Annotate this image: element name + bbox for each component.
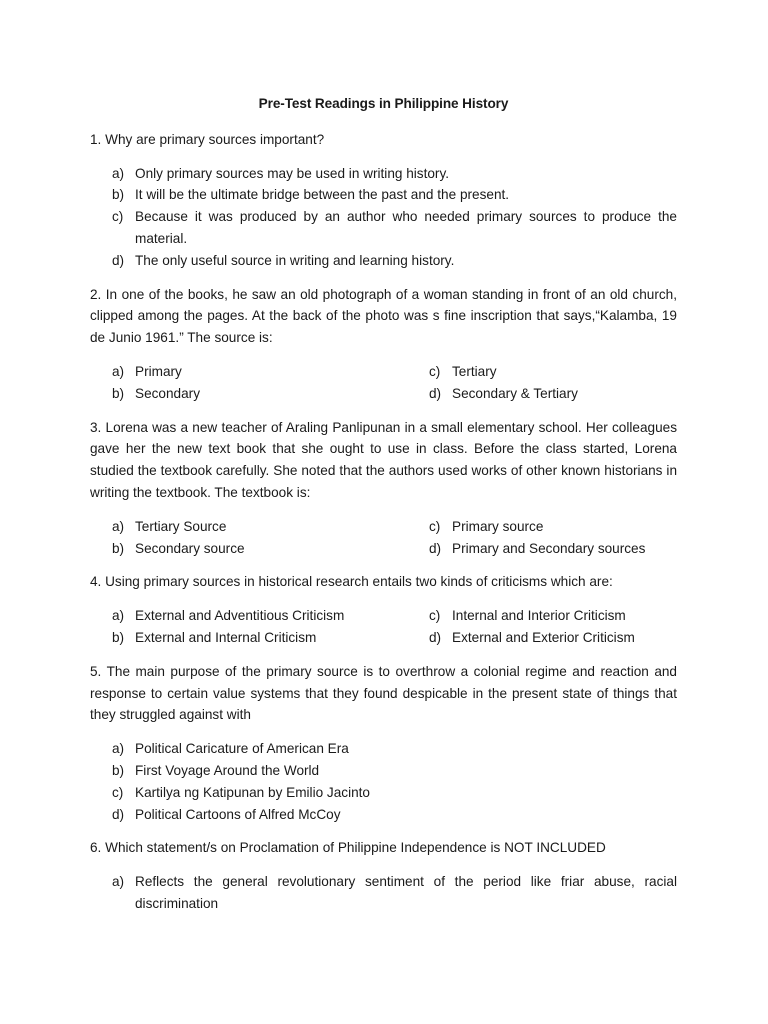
q2-option-c: c) Tertiary	[429, 363, 497, 379]
q3-option-c: c) Primary source	[429, 518, 544, 534]
q5-option-d: d) Political Cartoons of Alfred McCoy	[112, 806, 341, 822]
q3-option-a: a) Tertiary Source	[112, 518, 227, 534]
question-2	[90, 284, 677, 405]
q1-option-c: c) Because it was produced by an author who needed primary sources to produce the material.	[112, 209, 677, 246]
question-3-text: 3. Lorena was a new teacher of Araling Panlipunan in a small elementary school. Her colleagues gave her the new text book that she ought to use in class. Before the class started, Lorena studied the textbook carefully. She noted that the authors used works of other known historians in writing the textbook. The textbook is:	[90, 419, 677, 500]
question-5	[90, 661, 677, 826]
q4-option-a: a) External and Adventitious Criticism	[112, 608, 345, 624]
q4-option-d: d) External and Exterior Criticism	[429, 629, 635, 645]
question-2-text: 2. In one of the books, he saw an old photograph of a woman standing in front of an old church, clipped among the pages. At the back of the photo was s fine inscription that says,“Kalamba, 19 de Junio 1961.” The source is:	[90, 286, 677, 346]
question-6	[90, 837, 677, 914]
question-6-options	[90, 871, 677, 915]
q5-option-b: b) First Voyage Around the World	[112, 762, 320, 778]
question-6-text: 6. Which statement/s on Proclamation of Philippine Independence is NOT INCLUDED	[90, 840, 606, 856]
q5-option-a: a) Political Caricature of American Era	[112, 741, 349, 757]
document-page	[90, 93, 677, 927]
question-4	[90, 571, 677, 648]
q1-option-a: a) Only primary sources may be used in writing history.	[112, 165, 450, 181]
question-5-options	[90, 738, 677, 825]
q2-option-d: d) Secondary & Tertiary	[429, 385, 578, 401]
question-1-options	[90, 163, 677, 272]
q4-option-c: c) Internal and Interior Criticism	[429, 608, 626, 624]
q1-option-b: b) It will be the ultimate bridge between the past and the present.	[112, 187, 510, 203]
q4-option-b: b) External and Internal Criticism	[112, 629, 317, 645]
q3-option-b: b) Secondary source	[112, 540, 245, 556]
question-1-text: 1. Why are primary sources important?	[90, 131, 325, 147]
question-3-options	[90, 516, 677, 560]
document-title: Pre-Test Readings in Philippine History	[258, 96, 509, 111]
question-5-text: 5. The main purpose of the primary source is to overthrow a colonial regime and reaction and response to certain value systems that they found despicable in the present state of things that they struggled against with	[90, 663, 677, 723]
question-3	[90, 417, 677, 560]
q3-option-d: d) Primary and Secondary sources	[429, 540, 646, 556]
q5-option-c: c) Kartilya ng Katipunan by Emilio Jacinto	[112, 784, 370, 800]
question-2-options	[90, 361, 677, 405]
question-4-text: 4. Using primary sources in historical research entails two kinds of criticisms which are:	[90, 574, 613, 590]
q2-option-a: a) Primary	[112, 363, 182, 379]
question-4-options	[90, 605, 677, 649]
question-1	[90, 129, 677, 272]
q2-option-b: b) Secondary	[112, 385, 200, 401]
q1-option-d: d) The only useful source in writing and learning history.	[112, 252, 455, 268]
q6-option-a: a) Reflects the general revolutionary sentiment of the period like friar abuse, racial discrimination	[112, 874, 677, 911]
